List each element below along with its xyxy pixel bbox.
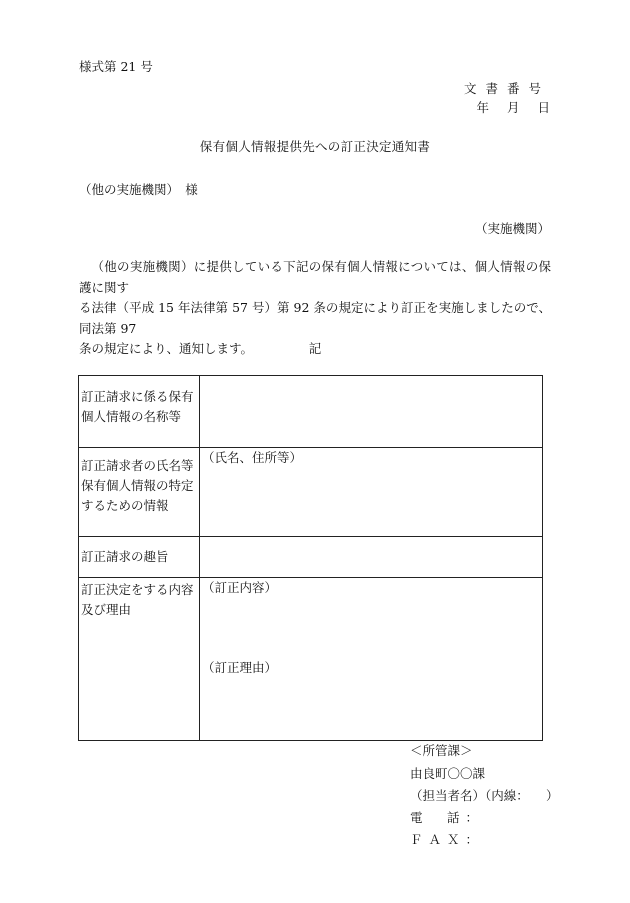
table-row [79, 578, 543, 741]
contact-phone: 電 話： [410, 810, 485, 825]
contact-section-heading: ＜所管課＞ [410, 743, 473, 758]
notice-line-3: 条の規定により、通知します。 [79, 341, 254, 356]
addressee: （他の実施機関） 様 [79, 182, 198, 197]
label-decision-content: 訂正決定をする内容及び理由 [79, 578, 200, 741]
form-number: 様式第 21 号 [79, 59, 153, 74]
document-number-label: 文書番号 [463, 81, 550, 96]
contact-person-label: （担当者名）（内線： [410, 788, 529, 803]
label-requester-info: 訂正請求者の氏名等保有個人情報の特定するための情報 [79, 448, 200, 537]
contact-person [410, 786, 559, 804]
note-name-address: （氏名、住所等） [202, 450, 303, 465]
value-request-purpose [200, 537, 543, 578]
document-date-label: 年 月 日 [476, 100, 550, 115]
label-info-name: 訂正請求に係る保有個人情報の名称等 [79, 376, 200, 448]
note-correction-content: （訂正内容） [202, 580, 278, 595]
table-row [79, 537, 543, 578]
ki-heading: 記 [308, 341, 322, 356]
contact-fax: ＦＡＸ： [410, 832, 485, 847]
notice-line-1: （他の実施機関）に提供している下記の保有個人情報については、個人情報の保護に関す [79, 259, 551, 295]
value-info-name [200, 376, 543, 448]
contact-person-close: ） [546, 788, 559, 803]
document-title: 保有個人情報提供先への訂正決定通知書 [199, 139, 431, 154]
table-row [79, 376, 543, 448]
sender-agency: （実施機関） [474, 221, 550, 236]
value-requester-info [200, 448, 543, 537]
table-row [79, 448, 543, 537]
note-correction-reason: （訂正理由） [202, 660, 278, 675]
label-request-purpose: 訂正請求の趣旨 [79, 537, 200, 578]
value-decision-content [200, 578, 543, 741]
contact-department: 由良町〇〇課 [410, 766, 486, 781]
notice-line-2: る法律（平成 15 年法律第 57 号）第 92 条の規定により訂正を実施しましたので、同法第 97 [79, 300, 551, 336]
correction-details-table [78, 375, 543, 741]
